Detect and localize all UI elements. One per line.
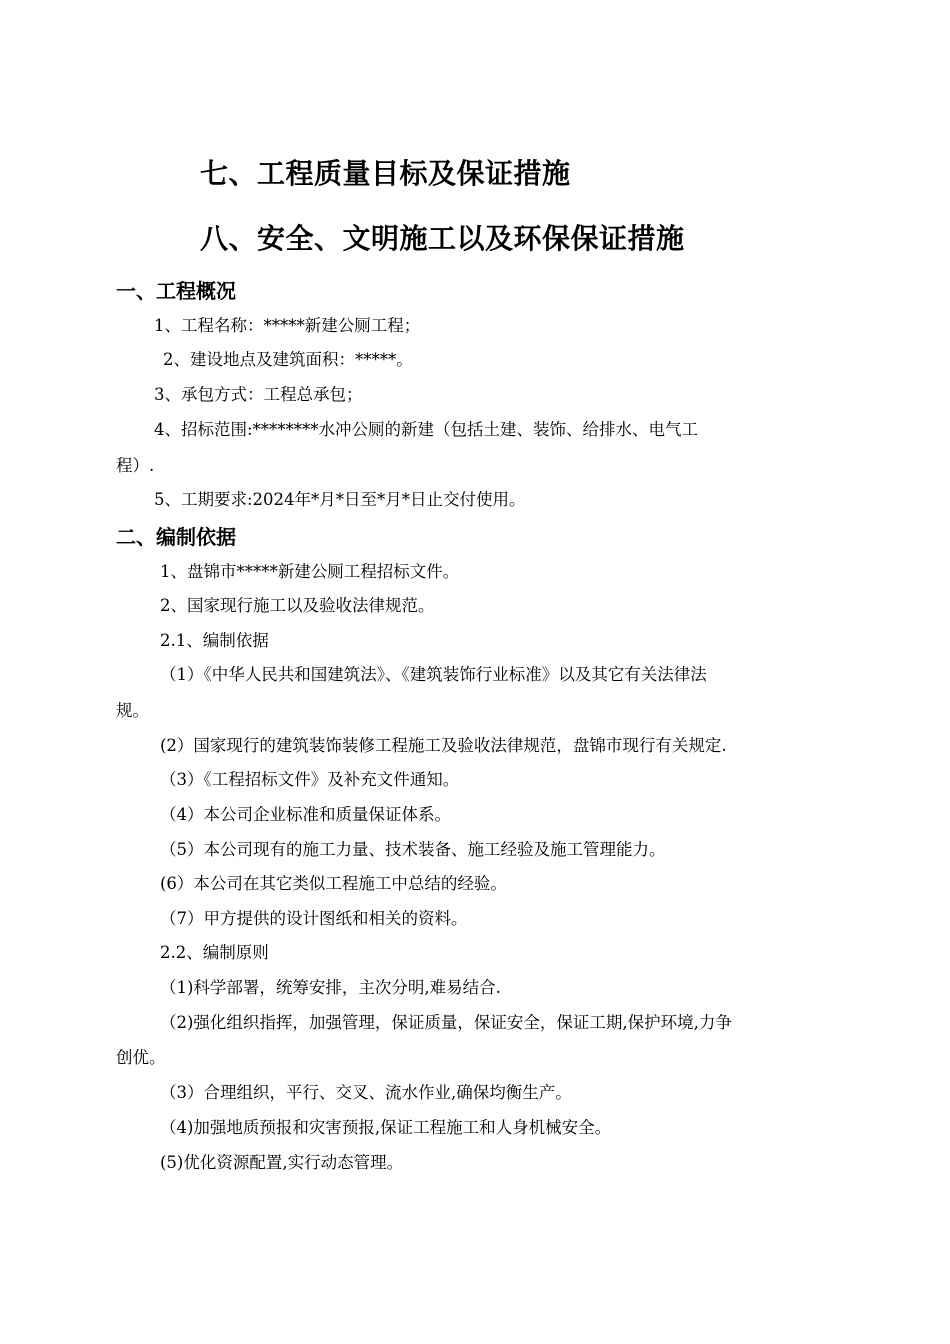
basis-item-2-1-1-cont: 规。 [116,701,149,720]
basis-item-2: 2、国家现行施工以及验收法律规范。 [160,596,435,615]
heading-section-8: 八、安全、文明施工以及环保保证措施 [200,222,685,255]
basis-item-2-1-7: （7）甲方提供的设计图纸和相关的资料。 [160,909,468,928]
principle-item-4: （4)加强地质预报和灾害预报,保证工程施工和人身机械安全。 [160,1118,612,1137]
basis-item-2-1-6: (6）本公司在其它类似工程施工中总结的经验。 [160,874,507,893]
heading-section-7: 七、工程质量目标及保证措施 [200,157,571,190]
principle-item-2: （2)强化组织指挥，加强管理，保证质量，保证安全，保证工期,保护环境,力争 [160,1013,732,1032]
heading-project-overview: 一、工程概况 [116,279,236,303]
overview-item-4: 4、招标范围:********水冲公厕的新建（包括土建、装饰、给排水、电气工 [154,420,699,439]
overview-item-2: 2、建设地点及建筑面积：*****。 [163,350,413,369]
basis-item-1: 1、盘锦市*****新建公厕工程招标文件。 [160,562,460,581]
principle-item-1: （1)科学部署，统筹安排，主次分明,难易结合. [160,978,501,997]
basis-item-2-1-4: （4）本公司企业标准和质量保证体系。 [160,805,451,824]
principle-item-5: (5)优化资源配置,实行动态管理。 [160,1153,404,1172]
basis-subheading-2-1: 2.1、编制依据 [160,631,269,650]
basis-item-2-1-3: （3）《工程招标文件》及补充文件通知。 [160,770,460,789]
principle-item-3: （3）合理组织，平行、交叉、流水作业,确保均衡生产。 [160,1083,572,1102]
basis-item-2-1-2: (2）国家现行的建筑装饰装修工程施工及验收法律规范，盘锦市现行有关规定. [160,736,727,755]
overview-item-1: 1、工程名称：*****新建公厕工程； [154,316,421,335]
basis-subheading-2-2: 2.2、编制原则 [160,943,269,962]
basis-item-2-1-1: （1）《中华人民共和国建筑法》、《建筑装饰行业标准》以及其它有关法律法 [160,665,707,684]
overview-item-5: 5、工期要求:2024年*月*日至*月*日止交付使用。 [154,490,526,509]
basis-item-2-1-5: （5）本公司现有的施工力量、技术装备、施工经验及施工管理能力。 [160,840,666,859]
overview-item-3: 3、承包方式：工程总承包； [154,385,363,404]
heading-compilation-basis: 二、编制依据 [116,525,236,549]
principle-item-2-cont: 创优。 [116,1048,166,1067]
overview-item-4-cont: 程）. [116,456,155,475]
